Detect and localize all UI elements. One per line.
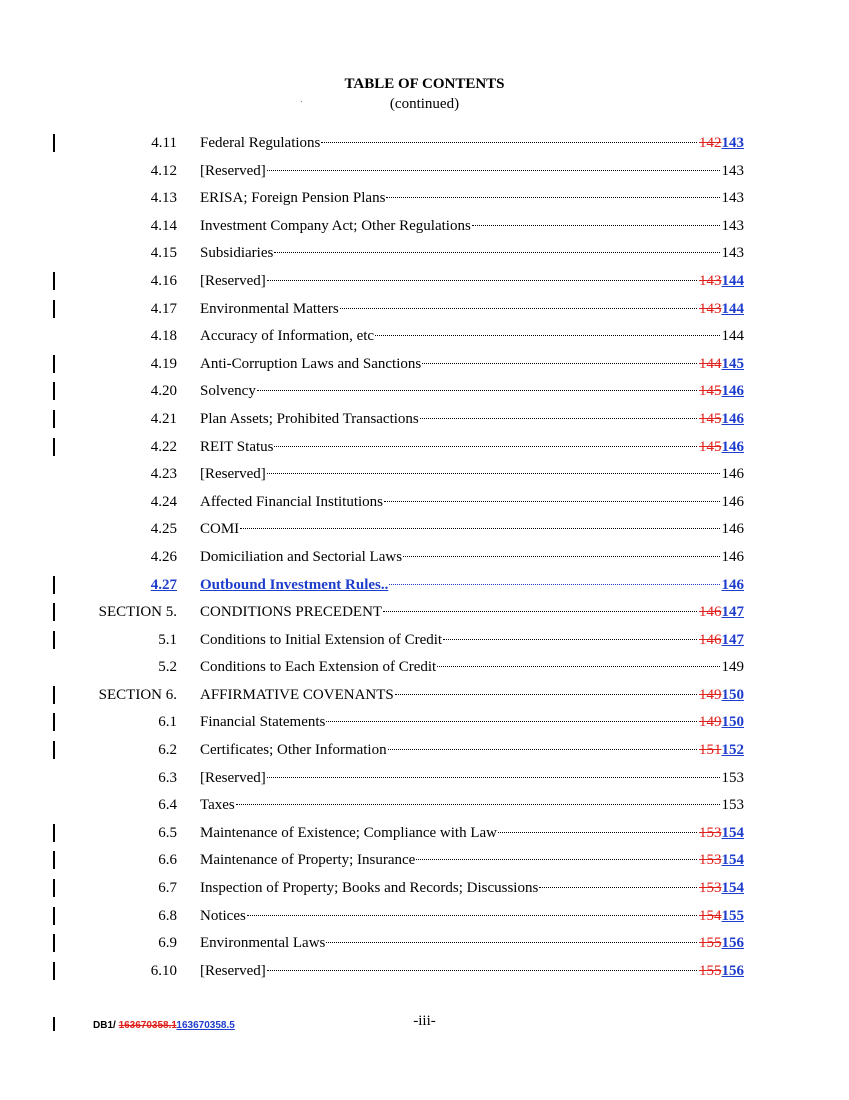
- dot-leader: [384, 501, 719, 502]
- toc-entry[interactable]: [200, 875, 744, 903]
- toc-page: [699, 930, 744, 958]
- toc-number: 4.24: [150, 493, 177, 510]
- toc-page: [699, 875, 744, 903]
- dot-leader: [247, 915, 697, 916]
- document-id: [93, 1020, 235, 1031]
- change-bar: [53, 272, 55, 290]
- toc-page: [699, 351, 744, 379]
- dot-leader: [539, 887, 697, 888]
- page-inserted: 156: [721, 935, 744, 952]
- change-bar: [53, 134, 55, 152]
- stray-dot: [301, 101, 302, 102]
- page-inserted: 146: [721, 410, 744, 427]
- toc-row: [0, 572, 849, 600]
- page-inserted: 154: [721, 880, 744, 897]
- toc-title: Investment Company Act; Other Regulations: [200, 217, 471, 234]
- toc-page: 153: [721, 769, 744, 786]
- toc-page: [699, 434, 744, 462]
- toc-number: SECTION 5.: [98, 604, 177, 621]
- toc-number: 4.26: [150, 548, 177, 565]
- page-deleted: 149: [699, 686, 722, 703]
- change-bar: [53, 907, 55, 925]
- toc-entry[interactable]: [200, 185, 744, 213]
- toc-row: [0, 351, 849, 379]
- change-bar: [53, 355, 55, 373]
- toc-row: [0, 434, 849, 462]
- page-inserted: 150: [721, 686, 744, 703]
- change-bar: [53, 382, 55, 400]
- toc-number: 6.9: [158, 935, 177, 952]
- page-deleted: 154: [699, 907, 722, 924]
- toc-title: Inspection of Property; Books and Records; Discussions: [200, 880, 539, 897]
- toc-title: Accuracy of Information, etc: [200, 328, 375, 345]
- page-inserted: 144: [721, 300, 744, 317]
- page-inserted: 155: [721, 907, 744, 924]
- page-title: TABLE OF CONTENTS: [344, 76, 505, 92]
- toc-title: [Reserved]: [200, 162, 266, 179]
- toc-row: [0, 682, 849, 710]
- toc-row: [0, 406, 849, 434]
- toc-entry[interactable]: [200, 682, 744, 710]
- toc-title: [Reserved]: [200, 769, 266, 786]
- toc-number: 5.1: [158, 631, 177, 648]
- page-inserted: 144: [721, 272, 744, 289]
- toc-title: Taxes: [200, 797, 235, 814]
- toc-number: 6.5: [158, 824, 177, 841]
- dot-leader: [395, 694, 697, 695]
- toc-row: [0, 516, 849, 544]
- toc-title: [Reserved]: [200, 962, 266, 979]
- page-inserted: 146: [721, 438, 744, 455]
- toc-row: [0, 875, 849, 903]
- toc-number: 6.3: [158, 769, 177, 786]
- toc-page: 146: [721, 493, 744, 510]
- toc-entry[interactable]: [200, 903, 744, 931]
- page-deleted: 146: [699, 604, 722, 621]
- toc-page: 146: [721, 548, 744, 565]
- dot-leader: [437, 666, 719, 667]
- change-bar: [53, 576, 55, 594]
- dot-leader: [403, 556, 719, 557]
- toc-page: [699, 268, 744, 296]
- toc-entry[interactable]: [200, 847, 744, 875]
- change-bar: [53, 300, 55, 318]
- page-inserted: 146: [721, 383, 744, 400]
- toc-entry[interactable]: [200, 130, 744, 158]
- toc-entry[interactable]: [200, 599, 744, 627]
- change-bar: [53, 741, 55, 759]
- toc-entry[interactable]: [200, 489, 744, 517]
- toc-number: 4.11: [151, 135, 177, 151]
- toc-number: 4.25: [150, 521, 177, 538]
- toc-entry[interactable]: [200, 654, 744, 682]
- page-deleted: 145: [699, 383, 722, 400]
- toc-row: [0, 709, 849, 737]
- page-deleted: 155: [699, 935, 722, 952]
- toc-row: [0, 903, 849, 931]
- toc-number: 5.2: [158, 659, 177, 676]
- change-bar: [53, 713, 55, 731]
- page-number: -iii-: [413, 1013, 436, 1029]
- toc-row: [0, 240, 849, 268]
- change-bar: [53, 686, 55, 704]
- toc-row: [0, 627, 849, 655]
- toc-page: 146: [721, 521, 744, 538]
- toc-title: Subsidiaries: [200, 245, 274, 262]
- toc-page: [699, 378, 744, 406]
- dot-leader: [274, 446, 697, 447]
- toc-title: Notices: [200, 907, 246, 924]
- toc-title: Federal Regulations: [200, 135, 321, 151]
- change-bar: [53, 631, 55, 649]
- toc-number: 4.14: [150, 217, 177, 234]
- toc-number: 6.8: [158, 907, 177, 924]
- toc-entry[interactable]: [200, 461, 744, 489]
- page-deleted: 151: [699, 742, 722, 759]
- dot-leader: [236, 804, 720, 805]
- page-inserted: 147: [721, 604, 744, 621]
- page-inserted: 154: [721, 852, 744, 869]
- toc-number: 4.21: [150, 410, 177, 427]
- toc-row: [0, 847, 849, 875]
- page-subtitle: (continued): [389, 96, 460, 112]
- dot-leader: [375, 335, 719, 336]
- toc-title: Outbound Investment Rules..: [200, 576, 389, 593]
- toc-entry[interactable]: [200, 820, 744, 848]
- toc-entry[interactable]: [200, 296, 744, 324]
- toc-number: 4.23: [150, 466, 177, 483]
- dot-leader: [267, 280, 697, 281]
- toc-title: [Reserved]: [200, 272, 266, 289]
- page-deleted: 144: [699, 355, 722, 372]
- toc-number: 6.2: [158, 742, 177, 759]
- toc-row: [0, 158, 849, 186]
- toc-title: Environmental Laws: [200, 935, 326, 952]
- toc-title: Maintenance of Property; Insurance: [200, 852, 416, 869]
- toc-entry[interactable]: [200, 627, 744, 655]
- change-bar: [53, 962, 55, 980]
- toc-entry[interactable]: [200, 544, 744, 572]
- toc-entry[interactable]: [200, 958, 744, 986]
- dot-leader: [240, 528, 719, 529]
- page-deleted: 153: [699, 852, 722, 869]
- page-deleted: 143: [699, 272, 722, 289]
- toc-number: 4.22: [150, 438, 177, 455]
- toc-title: Solvency: [200, 383, 256, 400]
- page-deleted: 153: [699, 880, 722, 897]
- toc-entry[interactable]: [200, 268, 744, 296]
- toc-number: 6.1: [158, 714, 177, 731]
- toc-number: 4.15: [150, 245, 177, 262]
- toc-title: Maintenance of Existence; Compliance with Law: [200, 824, 497, 841]
- toc-title: Domiciliation and Sectorial Laws: [200, 548, 403, 565]
- toc-title: REIT Status: [200, 438, 274, 455]
- page-inserted: 152: [721, 742, 744, 759]
- page-inserted: 147: [721, 631, 744, 648]
- toc-title: [Reserved]: [200, 466, 266, 483]
- toc-row: [0, 930, 849, 958]
- toc-number: 4.13: [150, 190, 177, 207]
- change-bar: [53, 603, 55, 621]
- toc-number: 4.20: [150, 383, 177, 400]
- toc-page: [699, 406, 744, 434]
- toc-page: [699, 958, 744, 986]
- toc-entry[interactable]: [200, 930, 744, 958]
- toc-entry[interactable]: [200, 765, 744, 793]
- toc-title: CONDITIONS PRECEDENT: [200, 604, 383, 621]
- toc-number: 4.16: [150, 272, 177, 289]
- toc-page: 144: [721, 328, 744, 345]
- dot-leader: [267, 970, 697, 971]
- toc-entry[interactable]: [200, 406, 744, 434]
- toc-row: [0, 820, 849, 848]
- toc-number: 6.6: [158, 852, 177, 869]
- doc-id-deleted: 163670358.1: [118, 1020, 177, 1031]
- dot-leader: [340, 308, 697, 309]
- toc-number: 6.4: [158, 797, 177, 814]
- toc-page: [699, 820, 744, 848]
- dot-leader: [257, 390, 697, 391]
- toc-number: 4.18: [150, 328, 177, 345]
- dot-leader: [420, 418, 697, 419]
- toc-page: [699, 903, 744, 931]
- toc-entry[interactable]: [200, 158, 744, 186]
- toc-title: ERISA; Foreign Pension Plans: [200, 190, 386, 207]
- toc-row: [0, 323, 849, 351]
- dot-leader: [388, 749, 697, 750]
- dot-leader: [386, 197, 719, 198]
- toc-title: Affected Financial Institutions: [200, 493, 384, 510]
- toc-page: [699, 847, 744, 875]
- page-deleted: 153: [699, 824, 722, 841]
- change-bar: [53, 824, 55, 842]
- change-bar: [53, 438, 55, 456]
- change-bar: [53, 410, 55, 428]
- toc-entry[interactable]: [200, 792, 744, 820]
- dot-leader: [267, 170, 720, 171]
- toc-entry[interactable]: [200, 351, 744, 379]
- dot-leader: [472, 225, 720, 226]
- toc-page: [699, 599, 744, 627]
- page-deleted: 145: [699, 438, 722, 455]
- toc-entry[interactable]: [200, 213, 744, 241]
- toc-page: 146: [721, 466, 744, 483]
- page-inserted: 154: [721, 824, 744, 841]
- toc-entry[interactable]: [200, 709, 744, 737]
- dot-leader: [443, 639, 697, 640]
- toc-number: SECTION 6.: [98, 686, 177, 703]
- toc-entry[interactable]: [200, 434, 744, 462]
- dot-leader: [326, 942, 697, 943]
- toc-page: [699, 709, 744, 737]
- toc-page: [699, 737, 744, 765]
- toc-page: 149: [721, 659, 744, 676]
- page-inserted: 156: [721, 962, 744, 979]
- doc-id-prefix: DB1/: [93, 1020, 119, 1031]
- toc-row: [0, 489, 849, 517]
- toc-row: [0, 130, 849, 158]
- toc-number: 4.17: [150, 300, 177, 317]
- dot-leader: [267, 473, 720, 474]
- toc-entry[interactable]: [200, 516, 744, 544]
- toc-row: [0, 296, 849, 324]
- toc-row: [0, 654, 849, 682]
- toc-row: [0, 268, 849, 296]
- toc-page: 143: [721, 190, 744, 207]
- page-deleted: 142: [699, 135, 722, 151]
- page-deleted: 145: [699, 410, 722, 427]
- page-deleted: 149: [699, 714, 722, 731]
- dot-leader: [498, 832, 697, 833]
- dot-leader: [416, 859, 697, 860]
- toc-row: [0, 599, 849, 627]
- toc-title: Environmental Matters: [200, 300, 339, 317]
- dot-leader: [383, 611, 697, 612]
- page-inserted: 150: [721, 714, 744, 731]
- toc-row: [0, 213, 849, 241]
- page-deleted: 155: [699, 962, 722, 979]
- toc-page: [699, 627, 744, 655]
- toc-title: Certificates; Other Information: [200, 742, 387, 759]
- dot-leader: [274, 252, 719, 253]
- change-bar: [53, 851, 55, 869]
- toc-page: 143: [721, 217, 744, 234]
- toc-row: [0, 378, 849, 406]
- toc-page: 143: [721, 162, 744, 179]
- page-inserted: 145: [721, 355, 744, 372]
- toc-entry[interactable]: [200, 378, 744, 406]
- dot-leader: [389, 584, 719, 585]
- toc-entry[interactable]: [200, 240, 744, 268]
- toc-row: [0, 792, 849, 820]
- toc-row: [0, 958, 849, 986]
- toc-page: 143: [721, 245, 744, 262]
- toc-title: AFFIRMATIVE COVENANTS: [200, 686, 394, 703]
- page-deleted: 143: [699, 300, 722, 317]
- toc-number: 6.10: [150, 962, 177, 979]
- dot-leader: [326, 721, 697, 722]
- toc-row: [0, 544, 849, 572]
- toc-page: [699, 130, 744, 158]
- dot-leader: [321, 142, 697, 143]
- toc-row: [0, 765, 849, 793]
- toc-title: Plan Assets; Prohibited Transactions: [200, 410, 419, 427]
- toc-title: Anti-Corruption Laws and Sanctions: [200, 355, 422, 372]
- toc-page: [699, 682, 744, 710]
- toc-row: [0, 185, 849, 213]
- toc-page: 153: [721, 797, 744, 814]
- change-bar: [53, 879, 55, 897]
- dot-leader: [267, 777, 720, 778]
- toc-number: 4.12: [150, 162, 177, 179]
- toc-number: 4.27: [150, 576, 177, 593]
- toc-page: 146: [721, 576, 744, 593]
- toc-entry[interactable]: [200, 737, 744, 765]
- toc-title: Conditions to Initial Extension of Credit: [200, 631, 443, 648]
- toc-row: [0, 737, 849, 765]
- toc-title: COMI: [200, 521, 240, 538]
- toc-page: [699, 296, 744, 324]
- toc-row: [0, 461, 849, 489]
- toc-title: Conditions to Each Extension of Credit: [200, 659, 437, 676]
- page-deleted: 146: [699, 631, 722, 648]
- toc-title: Financial Statements: [200, 714, 326, 731]
- change-bar: [53, 934, 55, 952]
- dot-leader: [422, 363, 697, 364]
- toc-number: 6.7: [158, 880, 177, 897]
- toc-number: 4.19: [150, 355, 177, 372]
- page-inserted: 143: [721, 135, 744, 151]
- toc-list: [0, 130, 849, 985]
- doc-id-inserted: 163670358.5: [176, 1020, 235, 1031]
- toc-entry[interactable]: [200, 572, 744, 600]
- toc-entry[interactable]: [200, 323, 744, 351]
